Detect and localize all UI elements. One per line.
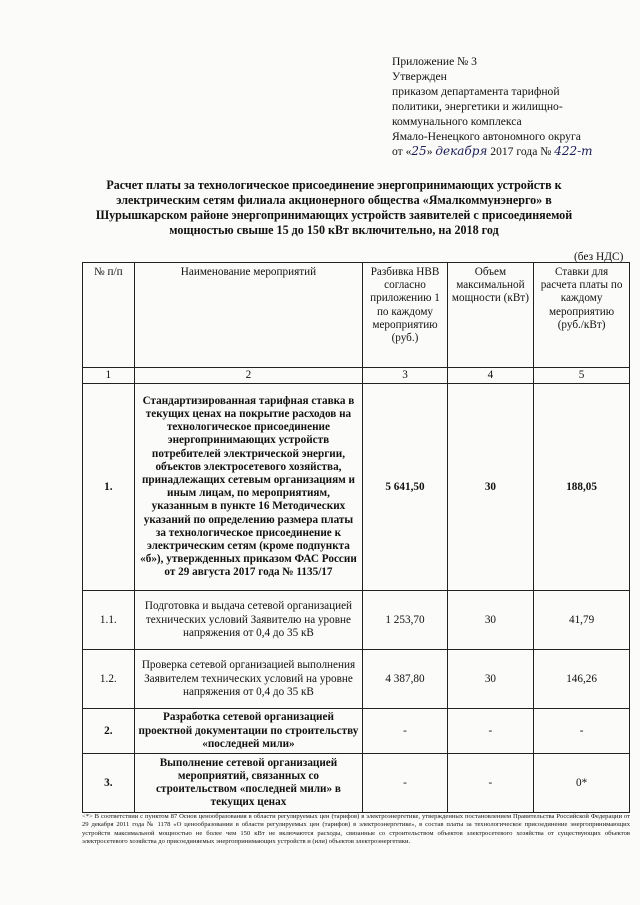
document-title: Расчет платы за технологическое присоединение энергопринимающих устройств к электрическим сетям филиала акционерного общества «Ямалкоммунэнерго» в Шурышкарском районе энергопринимающих устройств заявителей с присоединяемой мощностью свыше 15 до 150 кВт включительно, на 2018 год <box>95 178 573 237</box>
vat-note: (без НДС) <box>574 251 624 263</box>
row-power: - <box>447 754 533 813</box>
row-power: - <box>447 709 533 754</box>
order-prefix: от « <box>392 145 412 158</box>
order-month-handwritten: декабря <box>435 144 488 158</box>
row-number: 1.2. <box>83 650 135 709</box>
row-number: 3. <box>83 754 135 813</box>
order-year: 2017 года № <box>490 145 552 158</box>
row-name: Выполнение сетевой организацией мероприятий, связанных со строительством «последней мили» в текущих ценах <box>134 754 363 813</box>
row-power: 30 <box>447 650 533 709</box>
row-nvv: 5 641,50 <box>363 384 447 591</box>
approval-line: Ямало-Ненецкого автономного округа <box>392 130 581 143</box>
row-rate: 188,05 <box>534 384 630 591</box>
row-name: Подготовка и выдача сетевой организацией технических условий Заявителю на уровне напряжения от 0,4 до 35 кВ <box>134 591 363 650</box>
index-cell: 1 <box>83 368 135 384</box>
table-row <box>83 650 630 709</box>
header-power: Объем максимальной мощности (кВт) <box>447 263 533 368</box>
row-name: Проверка сетевой организацией выполнения Заявителем технических условий на уровне напряжения от 0,4 до 35 кВ <box>134 650 363 709</box>
table-row <box>83 754 630 813</box>
approval-line: приказом департамента тарифной <box>392 85 560 98</box>
header-name: Наименование мероприятий <box>134 263 363 368</box>
row-number: 1. <box>83 384 135 591</box>
header-nvv: Разбивка НВВ согласно приложению 1 по каждому мероприятию (руб.) <box>363 263 447 368</box>
tariff-table <box>82 262 630 813</box>
header-row <box>83 263 630 368</box>
order-number-handwritten: 422-т <box>554 144 593 158</box>
row-number: 2. <box>83 709 135 754</box>
row-rate: 41,79 <box>534 591 630 650</box>
table-row <box>83 384 630 591</box>
row-name: Разработка сетевой организацией проектной документации по строительству «последней мили» <box>134 709 363 754</box>
approved-label: Утвержден <box>392 70 447 83</box>
index-cell: 2 <box>134 368 363 384</box>
row-power: 30 <box>447 591 533 650</box>
header-rate: Ставки для расчета платы по каждому мероприятию (руб./кВт) <box>534 263 630 368</box>
approval-line: политики, энергетики и жилищно- <box>392 100 563 113</box>
index-cell: 4 <box>447 368 533 384</box>
row-number: 1.1. <box>83 591 135 650</box>
approval-block <box>392 54 632 159</box>
footnote: <*> В соответствии с пунктом 87 Основ ценообразования в области регулируемых цен (тарифов) в электроэнергетике, утвержденных постановлением Правительства Российской Федерации от 29 декабря 2011 года № 1178 «О ценообразовании в области регулируемых цен (тарифов) в электроэнергетике», в состав платы за технологическое присоединение энергопринимающих устройств максимальной мощностью не более чем 150 кВт не включаются расходы, связанные со строительством объектов электросетевого хозяйства от существующих объектов электросетевого хозяйства до присоединяемых энергопринимающих устройств и (или) объектов электроэнергетики. <box>82 813 630 845</box>
approval-line: коммунального комплекса <box>392 115 522 128</box>
header-number: № п/п <box>83 263 135 368</box>
index-cell: 5 <box>534 368 630 384</box>
row-nvv: 1 253,70 <box>363 591 447 650</box>
row-name: Стандартизированная тарифная ставка в текущих ценах на покрытие расходов на технологическое присоединение энергопринимающих устройств потребителей электрической энергии, объектов электросетевого хозяйства, принадлежащих сетевым организациям и иным лицам, по мероприятиям, указанным в пункте 16 Методических указаний по определению размера платы за технологическое присоединение к электрическим сетям (кроме подпункта «б»), утвержденных приказом ФАС России от 29 августа 2017 года № 1135/17 <box>134 384 363 591</box>
row-rate: 146,26 <box>534 650 630 709</box>
row-nvv: - <box>363 709 447 754</box>
table-row <box>83 591 630 650</box>
table-row <box>83 709 630 754</box>
row-rate: 0* <box>534 754 630 813</box>
column-index-row <box>83 368 630 384</box>
row-rate: - <box>534 709 630 754</box>
row-power: 30 <box>447 384 533 591</box>
row-nvv: 4 387,80 <box>363 650 447 709</box>
appendix-number: Приложение № 3 <box>392 55 477 68</box>
order-date-line <box>392 144 632 159</box>
order-mid: » <box>426 145 433 158</box>
row-nvv: - <box>363 754 447 813</box>
index-cell: 3 <box>363 368 447 384</box>
order-day-handwritten: 25 <box>411 144 427 158</box>
